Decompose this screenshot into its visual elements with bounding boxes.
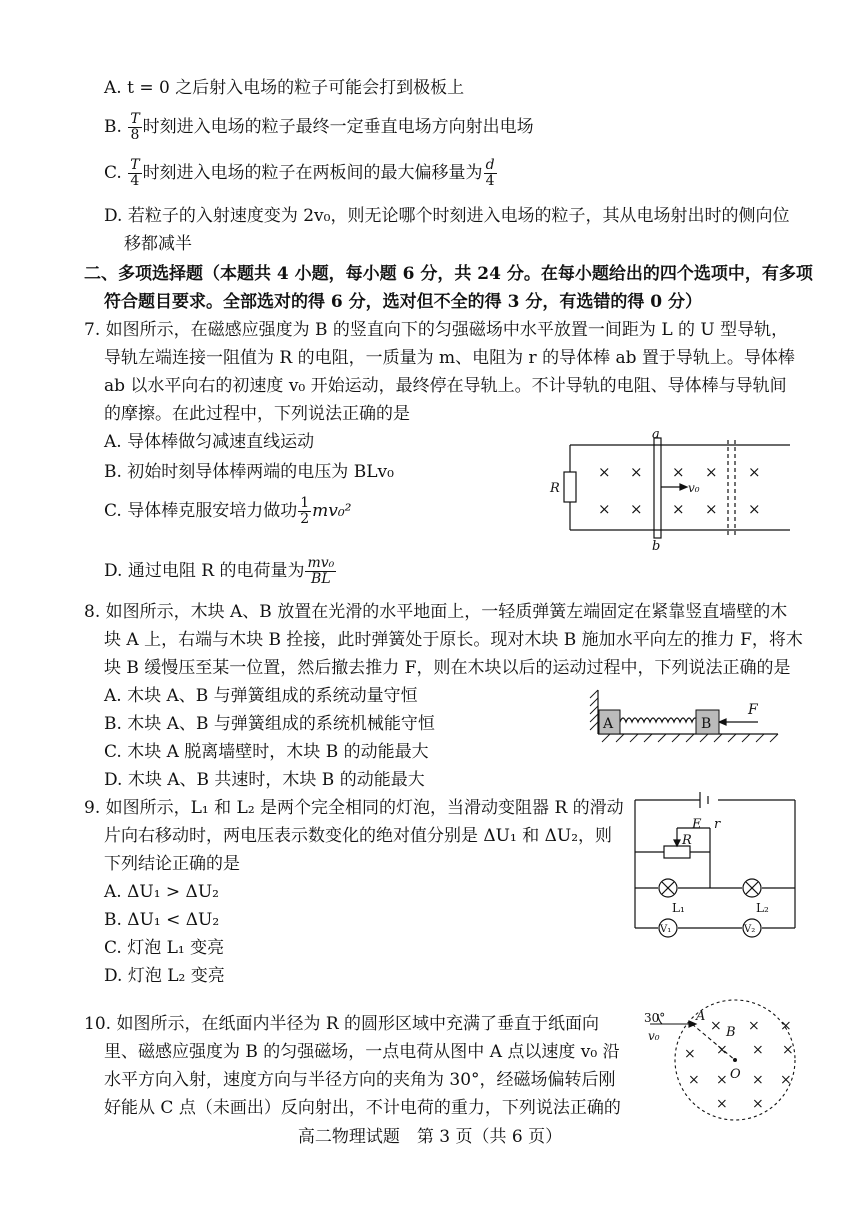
- q7-label-v0: v₀: [688, 481, 700, 495]
- q7-option-c-tail: mv₀²: [312, 501, 352, 521]
- q9-label-V1: V₁: [660, 924, 672, 935]
- field-cross-icon: ×: [672, 500, 685, 518]
- q8-stem-line2: 块 A 上，右端与木块 B 拴接，此时弹簧处于原长。现对木块 B 施加水平向左的推力 F，将木: [104, 630, 803, 650]
- q10-label-O: O: [730, 1067, 741, 1082]
- q6-option-d-line1: D. 若粒子的入射速度变为 2v₀，则无论哪个时刻进入电场的粒子，其从电场射出时的侧向位: [104, 206, 790, 226]
- q6-option-c-letter: C.: [104, 163, 128, 183]
- field-cross-icon: ×: [684, 1046, 696, 1062]
- field-cross-icon: ×: [752, 1042, 764, 1058]
- q9-stem-line3: 下列结论正确的是: [104, 854, 240, 874]
- q10-label-v0: v₀: [648, 1029, 660, 1043]
- q7-option-d: [104, 556, 337, 587]
- q7-stem-line4: 的摩擦。在此过程中，下列说法正确的是: [104, 404, 410, 424]
- q6-option-b-letter: B.: [104, 117, 128, 137]
- spring-icon: [620, 718, 698, 722]
- q6-option-a: A. t = 0 之后射入电场的粒子可能会打到极板上: [104, 78, 465, 98]
- field-cross-icon: ×: [752, 1096, 764, 1112]
- q6-option-b-fraction: $\frac{T}{8}$: [130, 111, 140, 143]
- field-cross-icon: ×: [598, 500, 611, 518]
- q9-option-a: A. ΔU₁ > ΔU₂: [104, 882, 219, 902]
- field-cross-icon: ×: [630, 463, 643, 481]
- q9-label-E: E: [692, 817, 702, 832]
- q8-spring-diagram: [588, 690, 783, 750]
- q6-option-d-line2: 移都减半: [124, 234, 192, 254]
- field-cross-icon: ×: [705, 463, 718, 481]
- q8-label-F: F: [748, 702, 758, 718]
- field-cross-icon: ×: [672, 463, 685, 481]
- q9-label-L2: L₂: [756, 901, 769, 915]
- q9-label-L1: L₁: [672, 901, 685, 915]
- q7-option-d-text: D. 通过电阻 R 的电荷量为: [104, 561, 305, 581]
- q8-label-B: B: [701, 716, 712, 732]
- field-cross-icon: ×: [748, 1018, 760, 1034]
- field-cross-icon: ×: [780, 1072, 792, 1088]
- q8-option-c: C. 木块 A 脱离墙壁时，木块 B 的动能最大: [104, 742, 429, 762]
- q10-stem-line4: 好能从 C 点（未画出）反向射出，不计电荷的重力，下列说法正确的: [104, 1098, 621, 1118]
- q10-stem-line2: 里、磁感应强度为 B 的匀强磁场，一点电荷从图中 A 点以速度 v₀ 沿: [104, 1042, 620, 1062]
- q7-stem-line1: 7. 如图所示，在磁感应强度为 B 的竖直向下的匀强磁场中水平放置一间距为 L 的 U 型导轨，: [84, 320, 789, 340]
- q6-option-b: [104, 112, 534, 143]
- page-footer: 高二物理试题 第 3 页（共 6 页）: [297, 1127, 563, 1147]
- q6-option-b-text: 时刻进入电场的粒子最终一定垂直电场方向射出电场: [142, 117, 534, 137]
- field-cross-icon: ×: [782, 1042, 794, 1058]
- q7-option-d-fraction: $\frac{\text{mv₀}}{BL}$: [307, 555, 335, 587]
- field-cross-icon: ×: [716, 1072, 728, 1088]
- section-2-heading-line2: 符合题目要求。全部选对的得 6 分，选对但不全的得 3 分，有选错的得 0 分）: [104, 292, 702, 312]
- q8-label-A: A: [603, 716, 614, 732]
- q6-option-c-fraction: $\frac{T}{4}$: [130, 157, 140, 189]
- section-2-heading-line1: 二、多项选择题（本题共 4 小题，每小题 6 分，共 24 分。在每小题给出的四个选项中，有多项: [84, 264, 813, 284]
- q9-option-d: D. 灯泡 L₂ 变亮: [104, 966, 225, 986]
- q9-label-R: R: [682, 833, 692, 848]
- resistor-icon: [564, 472, 576, 502]
- field-cross-icon: ×: [598, 463, 611, 481]
- q7-rail-diagram: [540, 427, 800, 554]
- q9-label-V2: V₂: [744, 924, 756, 935]
- q8-stem-line1: 8. 如图所示，木块 A、B 放置在光滑的水平地面上，一轻质弹簧左端固定在紧靠竖直墙壁的木: [84, 602, 788, 622]
- q10-stem-line3: 水平方向入射，速度方向与半径方向的夹角为 30°，经磁场偏转后刚: [104, 1070, 616, 1090]
- q10-stem-line1: 10. 如图所示，在纸面内半径为 R 的圆形区域中充满了垂直于纸面向: [84, 1014, 600, 1034]
- q9-stem-line2: 片向右移动时，两电压表示数变化的绝对值分别是 ΔU₁ 和 ΔU₂，则: [104, 826, 613, 846]
- q7-option-b: B. 初始时刻导体棒两端的电压为 BLv₀: [104, 462, 394, 482]
- q7-option-a: A. 导体棒做匀减速直线运动: [104, 432, 315, 452]
- q7-option-c-fraction: $\frac{1}{2}$: [300, 495, 310, 527]
- field-cross-icon: ×: [716, 1042, 728, 1058]
- q7-stem-line3: ab 以水平向右的初速度 v₀ 开始运动，最终停在导轨上。不计导轨的电阻、导体棒与导轨间: [104, 376, 787, 396]
- q9-option-b: B. ΔU₁ < ΔU₂: [104, 910, 220, 930]
- q7-option-c-text: C. 导体棒克服安培力做功: [104, 501, 298, 521]
- q9-option-c: C. 灯泡 L₁ 变亮: [104, 938, 225, 958]
- field-cross-icon: ×: [748, 500, 761, 518]
- q7-label-a: a: [652, 427, 660, 442]
- q9-label-r: r: [714, 817, 721, 832]
- q7-option-c: [104, 496, 352, 527]
- q10-label-B: B: [726, 1025, 736, 1040]
- field-cross-icon: ×: [710, 1018, 722, 1034]
- q7-label-R: R: [550, 481, 560, 496]
- field-cross-icon: ×: [748, 463, 761, 481]
- q10-label-A: A: [696, 1009, 706, 1024]
- conductor-rod: [654, 438, 661, 538]
- q8-option-a: A. 木块 A、B 与弹簧组成的系统动量守恒: [104, 686, 418, 706]
- field-cross-icon: ×: [705, 500, 718, 518]
- q7-stem-line2: 导轨左端连接一阻值为 R 的电阻，一质量为 m、电阻为 r 的导体棒 ab 置于导轨上。导体棒: [104, 348, 795, 368]
- q6-option-c-text: 时刻进入电场的粒子在两板间的最大偏移量为: [142, 163, 483, 183]
- field-cross-icon: ×: [630, 500, 643, 518]
- q8-option-d: D. 木块 A、B 共速时，木块 B 的动能最大: [104, 770, 425, 790]
- q10-label-angle: 30°: [644, 1011, 666, 1025]
- field-cross-icon: ×: [752, 1072, 764, 1088]
- q10-field-diagram: [640, 1010, 800, 1110]
- q8-option-b: B. 木块 A、B 与弹簧组成的系统机械能守恒: [104, 714, 435, 734]
- q7-label-b: b: [652, 539, 661, 554]
- q8-stem-line3: 块 B 缓慢压至某一位置，然后撤去推力 F，则在木块以后的运动过程中，下列说法正确的是: [104, 658, 791, 678]
- field-cross-icon: ×: [780, 1018, 792, 1034]
- q9-stem-line1: 9. 如图所示，L₁ 和 L₂ 是两个完全相同的灯泡，当滑动变阻器 R 的滑动: [84, 798, 624, 818]
- q6-option-c: [104, 158, 498, 189]
- q6-option-c-fraction-2: $\frac{d}{4}$: [485, 157, 495, 189]
- field-cross-icon: ×: [688, 1072, 700, 1088]
- q9-circuit-diagram: [630, 788, 800, 948]
- field-cross-icon: ×: [716, 1096, 728, 1112]
- center-point: [733, 1058, 737, 1062]
